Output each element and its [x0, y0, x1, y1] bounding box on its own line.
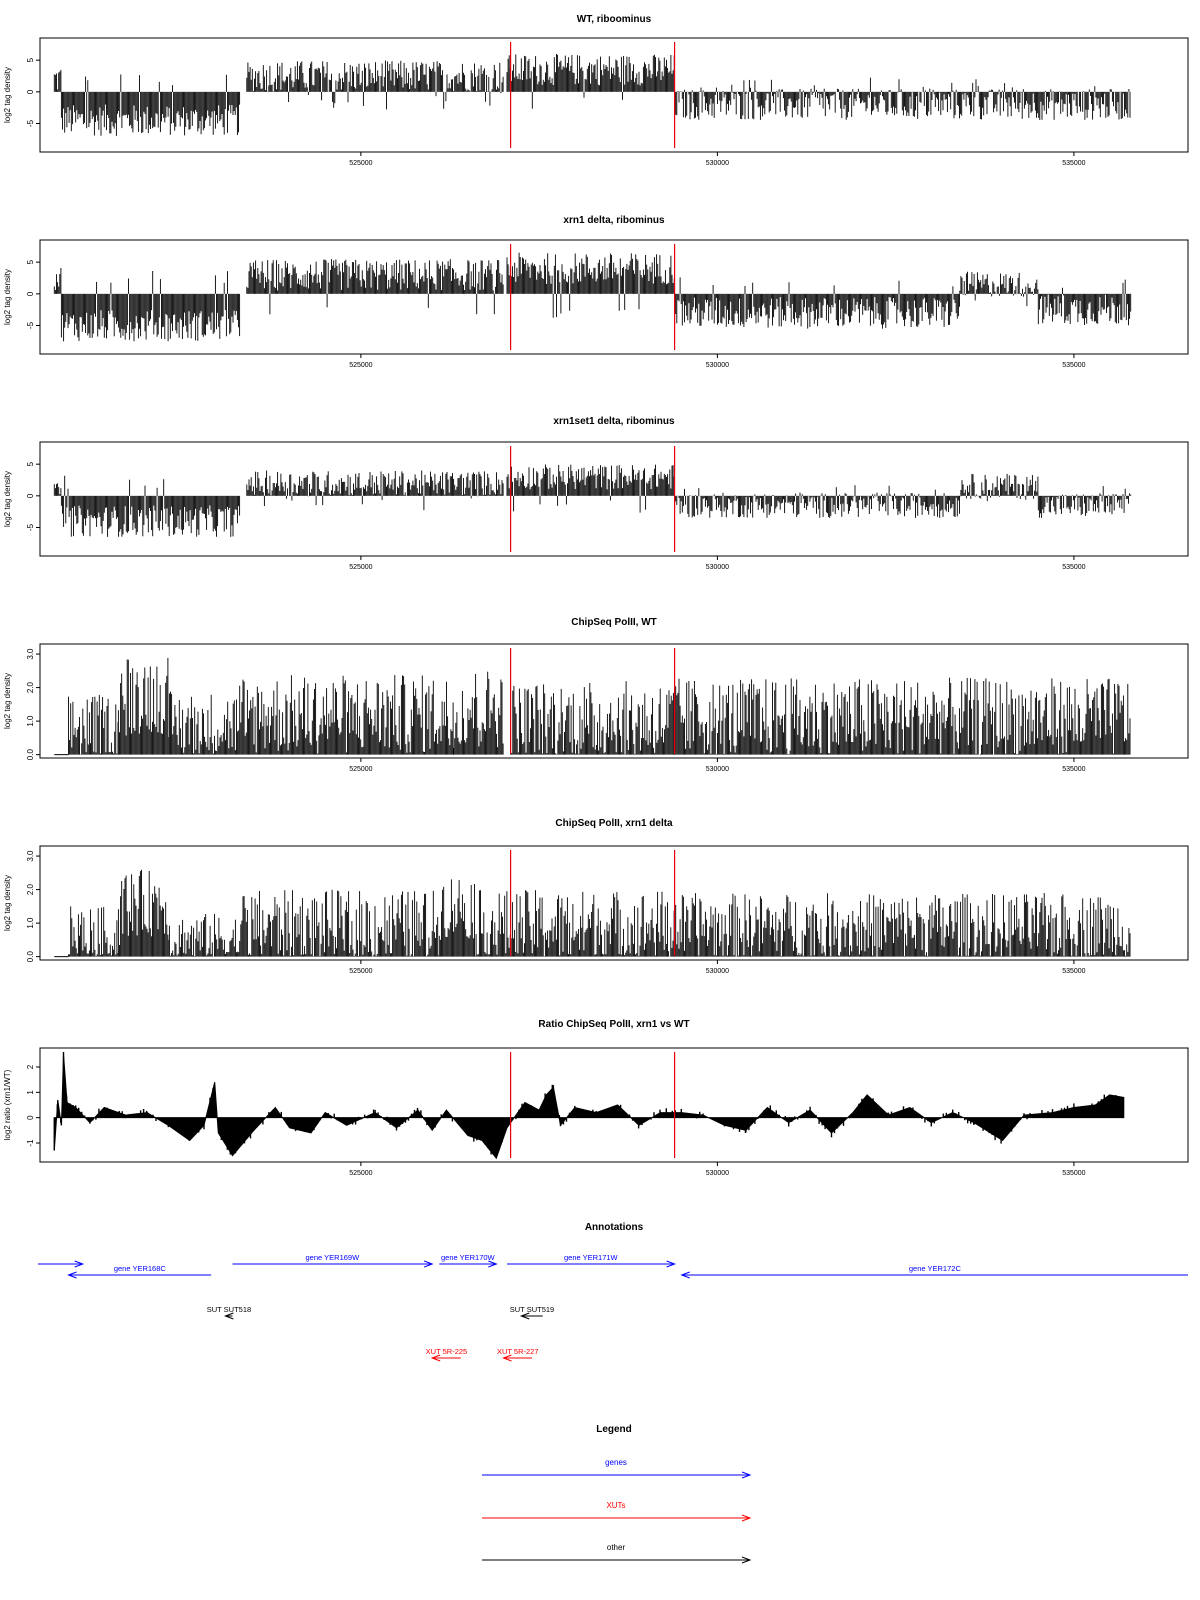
y-tick-label: 0: [26, 89, 35, 95]
x-tick-label: 525000: [349, 564, 373, 571]
data-layer: [54, 658, 1130, 755]
data-layer: [54, 870, 1130, 957]
y-tick-label: 0.0: [26, 749, 35, 761]
panel-4: [3, 818, 1188, 975]
x-tick-label: 530000: [705, 766, 730, 773]
y-tick-label: 5: [26, 461, 35, 467]
data-layer: [54, 54, 1130, 136]
x-tick-label: 535000: [1062, 362, 1086, 369]
x-tick-label: 535000: [1062, 968, 1086, 975]
y-tick-label: 1.0: [26, 715, 35, 727]
panel-0: [3, 14, 1188, 167]
x-tick-label: 525000: [349, 160, 373, 167]
panel-5: [3, 1019, 1188, 1177]
x-tick-label: 525000: [349, 968, 373, 975]
y-tick-label: 2.0: [26, 884, 35, 896]
x-tick-label: 530000: [705, 968, 730, 975]
x-tick-label: 530000: [705, 160, 730, 167]
y-tick-label: 0: [26, 291, 35, 297]
panel-1: [3, 215, 1188, 369]
panel-title: ChipSeq PolII, WT: [571, 617, 657, 628]
panel-title: WT, riboominus: [576, 14, 652, 25]
panel-title: Ratio ChipSeq PolII, xrn1 vs WT: [538, 1019, 690, 1030]
y-tick-label: -5: [26, 523, 35, 532]
y-tick-label: 0: [26, 493, 35, 499]
panel-title: xrn1set1 delta, ribominus: [553, 416, 675, 427]
x-tick-label: 525000: [349, 766, 373, 773]
data-layer: [54, 253, 1130, 342]
y-tick-label: 2.0: [26, 682, 35, 694]
y-tick-label: 5: [26, 57, 35, 63]
x-tick-label: 535000: [1062, 160, 1086, 167]
y-axis-label: log2 tag density: [3, 470, 12, 528]
x-tick-label: 530000: [705, 564, 730, 571]
y-tick-label: 5: [26, 259, 35, 265]
data-layer: [54, 1052, 1124, 1158]
panel-3: [3, 617, 1188, 773]
panel-title: ChipSeq PolII, xrn1 delta: [555, 818, 673, 829]
y-tick-label: -5: [26, 321, 35, 330]
panel-title: xrn1 delta, ribominus: [563, 215, 665, 226]
x-tick-label: 525000: [349, 362, 373, 369]
y-axis-label: log2 tag density: [3, 268, 12, 326]
y-tick-label: 1.0: [26, 917, 35, 929]
y-axis-label: log2 tag density: [3, 672, 12, 730]
panel-2: [3, 416, 1188, 571]
y-axis-label: log2 ratio (xrn1/WT): [3, 1069, 12, 1141]
y-tick-label: 3.0: [26, 850, 35, 862]
y-tick-label: 3.0: [26, 648, 35, 660]
x-tick-label: 535000: [1062, 766, 1086, 773]
y-tick-label: 0.0: [26, 951, 35, 963]
data-layer: [54, 465, 1130, 537]
y-axis-label: log2 tag density: [3, 874, 12, 932]
x-tick-label: 535000: [1062, 564, 1086, 571]
x-tick-label: 530000: [705, 362, 730, 369]
y-axis-label: log2 tag density: [3, 66, 12, 124]
y-tick-label: -5: [26, 119, 35, 128]
